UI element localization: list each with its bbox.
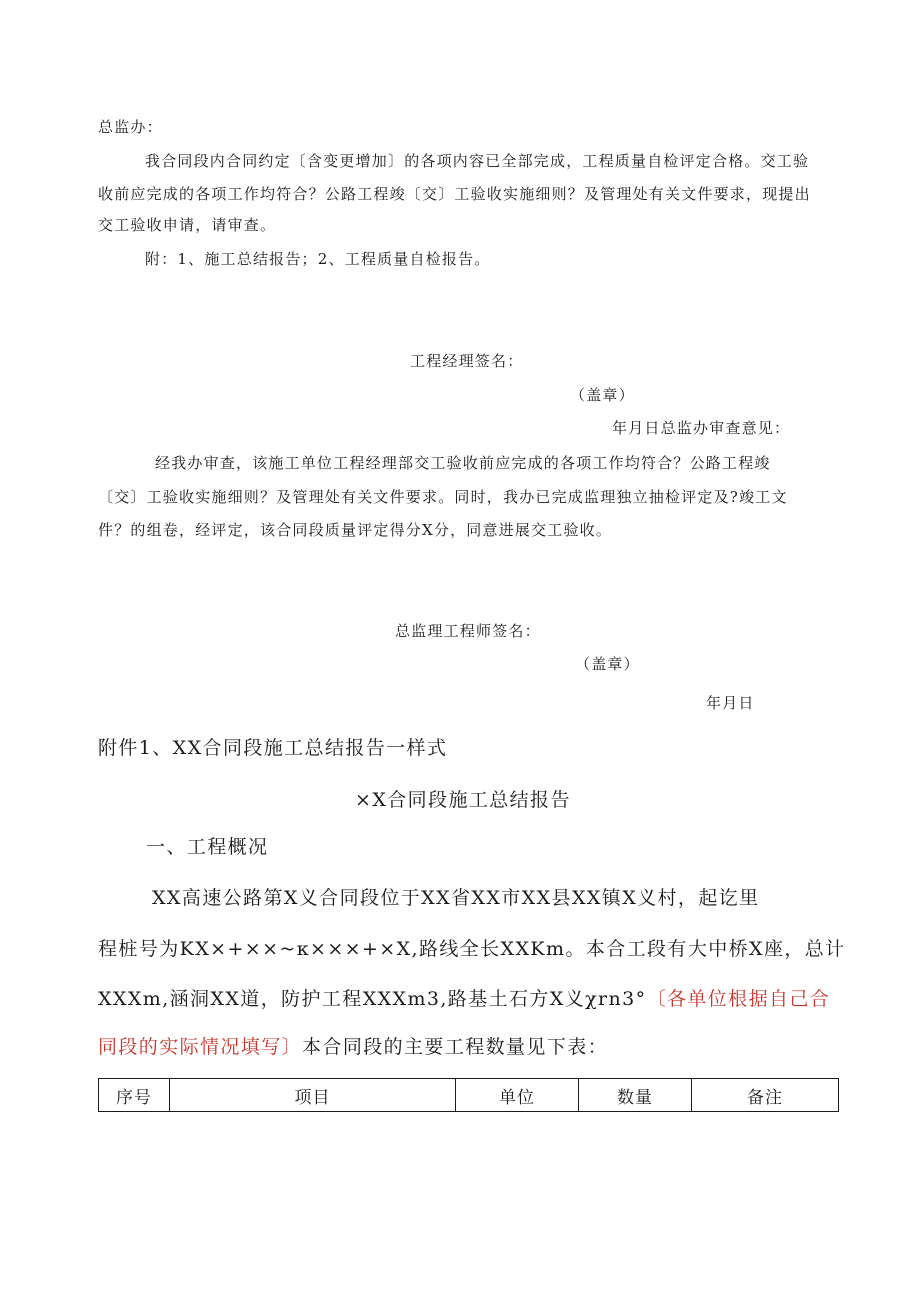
section-heading-overview: 一、工程概况 (146, 836, 269, 858)
pm-signature-label: 工程经理签名： (410, 352, 524, 370)
header-item: 项目 (170, 1079, 456, 1112)
application-body-line-1: 我合同段内合同约定〔含变更增加〕的各项内容已全部完成，工程质量自检评定合格。交工验 (145, 152, 810, 170)
review-opinion-line-1: 经我办审查，该施工单位工程经理部交工验收前应完成的各项工作均符合？公路工程竣 (155, 454, 771, 472)
header-remarks: 备注 (692, 1079, 839, 1112)
overview-para-line-3 (98, 984, 830, 1011)
attachments-line: 附：1、施工总结报告；2、工程质量自检报告。 (145, 250, 491, 268)
overview-para-line-3-text: XXXm,涵洞XX道，防护工程XXXm3,路基土石方X义χrn3° (98, 988, 647, 1010)
header-quantity: 数量 (579, 1079, 692, 1112)
header-serial-number: 序号 (99, 1079, 170, 1112)
overview-para-line-2: 程桩号为KX×+××~κ×××+×X,路线全长XXKm。本合工段有大中桥X座，总计 (98, 938, 846, 960)
application-body-line-2: 收前应完成的各项工作均符合？公路工程竣〔交〕工验收实施细则？及管理处有关文件要求，现提出 (98, 185, 811, 203)
header-unit: 单位 (456, 1079, 579, 1112)
review-opinion-line-3: 件？的组卷，经评定，该合同段质量评定得分X分，同意进展交工验收。 (98, 521, 613, 539)
engineer-signature-label: 总监理工程师签名： (395, 622, 541, 640)
engineering-quantity-table (98, 1078, 839, 1112)
overview-para-line-4 (98, 1032, 608, 1059)
salutation: 总监办： (98, 118, 163, 136)
fill-in-note-part-1: 〔各单位根据自己合 (646, 988, 831, 1010)
overview-para-line-1: XX高速公路第X义合同段位于XX省XX市XX县XX镇X义村，起讫里 (152, 887, 760, 909)
review-opinion-line-2: 〔交〕工验收实施细则？及管理处有关文件要求。同时，我办已完成监理独立抽检评定及?竣工文 (98, 488, 788, 506)
appendix-heading: 附件1、XX合同段施工总结报告一样式 (98, 737, 448, 759)
report-title: ×X合同段施工总结报告 (355, 789, 571, 811)
seal-label-1: （盖章） (570, 386, 635, 404)
overview-para-line-4-text: 本合同段的主要工程数量见下表： (302, 1036, 609, 1058)
fill-in-note-part-2: 同段的实际情况填写〕 (98, 1036, 303, 1058)
date-label: 年月日 (706, 694, 755, 712)
seal-label-2: （盖章） (575, 655, 640, 673)
application-body-line-3: 交工验收申请，请审查。 (98, 216, 277, 234)
table-header-row (99, 1079, 839, 1112)
date-review-line: 年月日总监办审查意见： (612, 419, 791, 437)
